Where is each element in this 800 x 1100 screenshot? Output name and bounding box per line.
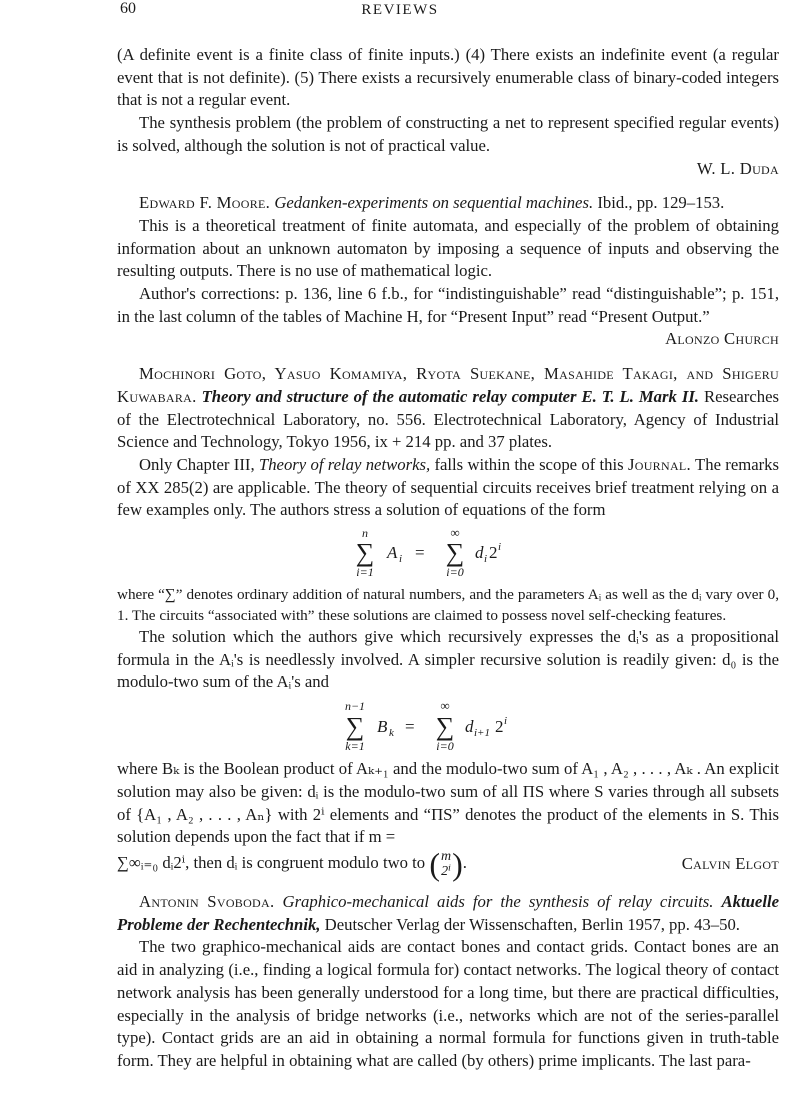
eq1-right-tail: 2 [489, 543, 498, 563]
moore-paragraph-1: This is a theoretical treatment of finite automata, and especially of the problem of obtaining information about an unknown automaton by imposing a sequence of inputs and observing the resulting outputs. There is no use of mathematical logic. [117, 215, 779, 281]
goto-citation: Researches of the Electrotechnical Laboratory, no. 556. Electrotechnical Laboratory, Agency of Industrial Science and Technology, Tokyo 1956, ix + 214 pp. and 37 plates. [117, 386, 780, 452]
eq2-equals: = [405, 717, 415, 737]
svoboda-paragraph-1: The two graphico-mechanical aids are contact bones and contact grids. Contact bones are an aid in analyzing (i.e., finding a logical formula for) contact networks. The logical theory of contact network analysis has been generally understood for a long time, but there are practical difficulties, especially in the analysis of bridge networks (i.e., networks which are not of the series-parallel type). Contact grids are an aid in obtaining a normal formula for functions given in truth-table form. They are helpful in obtaining what are called (by others) prime implicants. The last para- [117, 937, 779, 1070]
goto-p4-last: ∑∞ᵢ₌₀ dᵢ2ⁱ, then dᵢ is congruent modulo two to [117, 852, 426, 872]
reviewer-elgot: Calvin Elgot [681, 853, 779, 873]
eq2-left-sub: k [389, 727, 394, 740]
eq2-right-sigma: ∑ [435, 712, 455, 742]
eq1-right-sub: i [484, 553, 488, 566]
eq1-right-upper: ∞ [450, 525, 460, 541]
moore-paragraph-2: Author's corrections: p. 136, line 6 f.b., for “indistinguishable” read “distinguishable”; p. 151, in the last column of the tables of Machine H, for “Present Input” read “Present Output.” [117, 284, 779, 326]
eq2-left-sigma: ∑ [345, 712, 365, 742]
eq2-right-upper: ∞ [440, 698, 450, 714]
eq1-left-sub: i [399, 553, 403, 566]
goto-paragraph-2: where “∑” denotes ordinary addition of natural numbers, and the parameters Aᵢ as well as the dᵢ vary over 0, 1. The circuits “associated with” these solutions are claimed to possess novel self-checking features. [117, 586, 779, 625]
page-number: 60 [120, 0, 136, 17]
svoboda-citation: Deutscher Verlag der Wissenschaften, Berlin 1957, pp. 43–50. [324, 914, 740, 934]
goto-p1-text-c: The remarks of XX 285(2) are applicable. The theory of sequential circuits receives brief treatment relying on a few examples only. The authors stress a solution of equations of the form [117, 454, 780, 520]
goto-p1-text-a: Only Chapter III, [139, 454, 255, 474]
equation-2 [117, 700, 779, 752]
eq2-right-tail: 2 [495, 717, 504, 737]
eq1-equals: = [415, 543, 425, 563]
binomial-coefficient: ( m 2ⁱ ) [429, 845, 463, 882]
goto-paragraph-3: The solution which the authors give which recursively expresses the dᵢ's as a propositional formula in the Aᵢ's is needlessly involved. A simpler recursive solution is readily given: d₀ is the modulo-two sum of the Aᵢ's and [117, 627, 779, 692]
chapter-title: Theory of relay networks, [258, 454, 431, 474]
duda-paragraph-1: (A definite event is a finite class of finite inputs.) (4) There exists an indefinite event (a regular event that is not definite). (5) There exists a recursively enumerable class of binary-coded integers that is not a regular event. [117, 45, 779, 110]
goto-authors: Mochinori Goto, Yasuo Komamiya, Ryota Suekane, Masahide Takagi, and Shigeru Kuwabara. [117, 364, 779, 406]
eq1-right-sup: i [498, 541, 502, 554]
moore-heading [117, 192, 779, 215]
eq1-left-term: A [387, 543, 398, 563]
binom-top: m [440, 848, 452, 864]
goto-heading [117, 363, 779, 454]
goto-p1-text-b: falls within the scope of this [434, 454, 624, 474]
eq1-right-lower: i=0 [446, 565, 464, 580]
moore-author: Edward F. Moore. [139, 193, 271, 213]
running-title: REVIEWS [361, 2, 439, 18]
journal-name: Journal. [627, 454, 692, 474]
moore-title: Gedanken-experiments on sequential machines. [274, 193, 594, 213]
goto-title: Theory and structure of the automatic relay computer E. T. L. Mark II. [201, 386, 699, 406]
reviewer-duda: W. L. Duda [696, 158, 779, 178]
eq1-right-sigma: ∑ [445, 538, 465, 568]
equation-1 [117, 525, 779, 580]
eq2-right-lower: i=0 [436, 739, 454, 754]
eq2-right-term: d [465, 717, 474, 737]
duda-paragraph-2: The synthesis problem (the problem of constructing a net to represent specified regular events) is solved, although the solution is not of practical value. [117, 113, 779, 155]
eq2-left-upper: n−1 [344, 699, 366, 714]
svoboda-title: Graphico-mechanical aids for the synthesis of relay circuits. [282, 891, 714, 911]
svoboda-book: Aktuelle Probleme der Rechentechnik, [117, 891, 779, 934]
eq2-right-sup: i [504, 715, 508, 728]
goto-last-line-text [117, 845, 467, 882]
eq1-left-sigma: ∑ [355, 538, 375, 568]
eq1-left-upper: n [362, 526, 368, 541]
eq2-left-term: B [377, 717, 388, 737]
eq2-right-sub: i+1 [474, 727, 490, 740]
goto-paragraph-1 [117, 454, 779, 522]
binom-end: . [462, 852, 467, 872]
goto-paragraph-4: where Bₖ is the Boolean product of Aₖ₊₁ and the modulo-two sum of A₁ , A₂ , . . . , Aₖ . An explicit solution may also be given: dᵢ is the modulo-two sum of all ΠS where S varies through all subsets of {A₁ , A₂ , . . . , Aₙ} with 2ⁱ elements and “ΠS” denotes the product of the elements in S. This solution depends upon the fact that if m = [117, 759, 779, 847]
svoboda-heading [117, 891, 779, 936]
eq1-left-lower: i=1 [356, 565, 374, 580]
text-column [117, 44, 779, 1073]
page-header [0, 0, 800, 24]
binom-bottom: 2ⁱ [441, 863, 451, 879]
reviewer-church: Alonzo Church [665, 329, 779, 349]
eq1-right-term: d [475, 543, 484, 563]
moore-citation: Ibid., pp. 129–153. [597, 193, 725, 213]
svoboda-author: Antonin Svoboda. [139, 891, 275, 911]
eq2-left-lower: k=1 [345, 739, 365, 754]
goto-last-line [117, 845, 779, 882]
